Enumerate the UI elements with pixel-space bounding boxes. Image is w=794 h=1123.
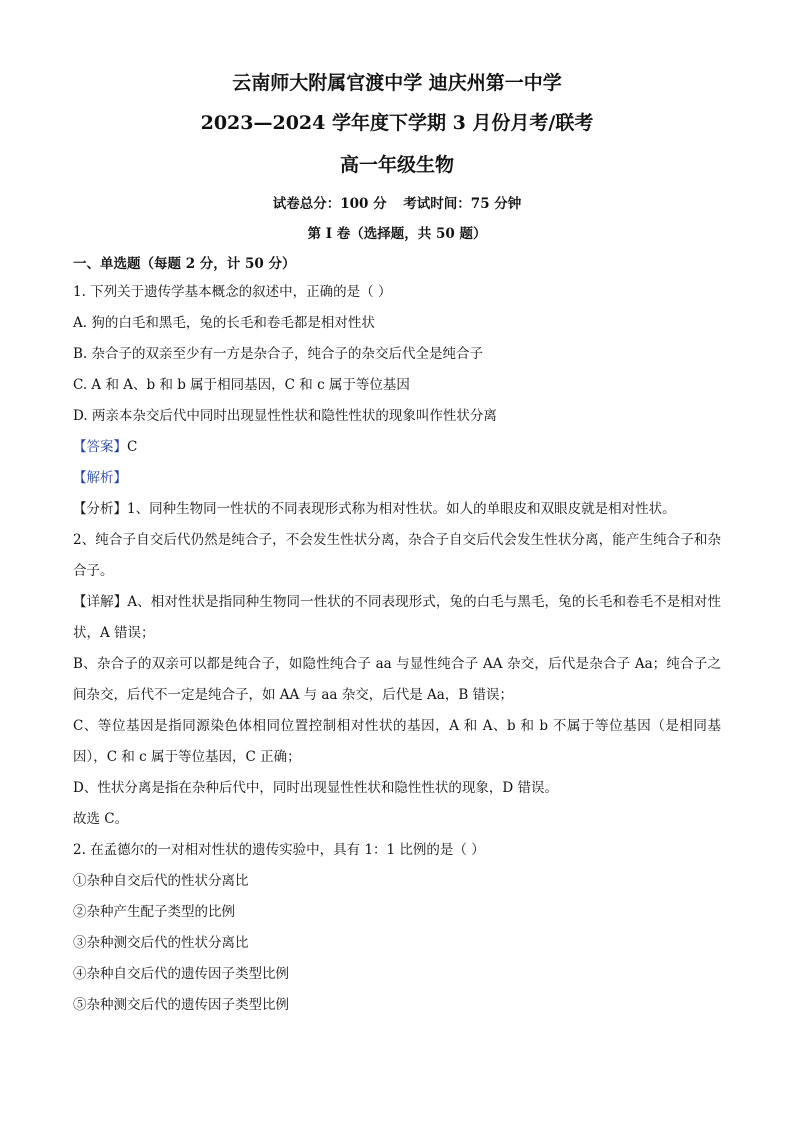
question-1-option-d: D. 两亲本杂交后代中同时出现显性性状和隐性性状的现象叫作性状分离 [73,408,497,424]
exam-time: 考试时间：75 分钟 [403,196,522,212]
question-2-item-3: ③杂种测交后代的性状分离比 [73,935,249,951]
xiangjie-d: D、性状分离是指在杂种后代中，同时出现显性性状和隐性性状的现象，D 错误。 [73,780,558,796]
question-2-item-4: ④杂种自交后代的遗传因子类型比例 [73,966,289,982]
analysis-tag: 【解析】 [73,470,127,486]
xiangjie-a [73,587,721,649]
xiangjie-b: B、杂合子的双亲可以都是纯合子，如隐性纯合子 aa 与显性纯合子 AA 杂交，后代是杂合子 Aa；纯合子之间杂交，后代不一定是纯合子，如 AA 与 aa 杂交，后代是 Aa，B 错误； [73,656,721,703]
question-2-item-1: ①杂种自交后代的性状分离比 [73,873,249,889]
question-1-option-b: B. 杂合子的双亲至少有一方是杂合子，纯合子的杂交后代全是纯合子 [73,346,484,362]
volume-heading: 第 I 卷（选择题，共 50 题） [307,226,487,242]
school-title: 云南师大附属官渡中学 迪庆州第一中学 [232,72,562,94]
question-2-stem: 2. 在孟德尔的一对相对性状的遗传实验中，具有 1：1 比例的是（ ） [73,842,485,858]
section-heading: 一、单选题（每题 2 分，计 50 分） [73,256,296,272]
question-1-option-a: A. 狗的白毛和黑毛，兔的长毛和卷毛都是相对性状 [73,315,375,331]
subject-title: 高一年级生物 [339,154,454,176]
question-2-item-2: ②杂种产生配子类型的比例 [73,904,235,920]
fenxi-text-1: 1、同种生物同一性状的不同表现形式称为相对性状。如人的单眼皮和双眼皮就是相对性状。 [127,501,676,517]
analysis-line [73,463,721,494]
xiangjie-c: C、等位基因是指同源染色体相同位置控制相对性状的基因，A 和 A、b 和 b 不属于等位基因（是相同基因），C 和 c 属于等位基因，C 正确； [73,718,721,765]
question-1-stem: 1. 下列关于遗传学基本概念的叙述中，正确的是（ ） [73,284,392,300]
fenxi-tag: 【分析】 [73,501,127,517]
exam-title: 2023—2024 学年度下学期 3 月份月考/联考 [200,112,594,134]
answer-value: C [127,439,138,455]
answer-line [73,432,721,463]
exam-content [73,251,721,1021]
fenxi-paragraph-1 [73,494,721,525]
answer-tag: 【答案】 [73,439,127,455]
question-2-item-5: ⑤杂种测交后代的遗传因子类型比例 [73,997,289,1013]
question-1-option-c: C. A 和 A、b 和 b 属于相同基因，C 和 c 属于等位基因 [73,377,410,393]
total-score: 试卷总分：100 分 [272,196,387,212]
fenxi-paragraph-2: 2、纯合子自交后代仍然是纯合子，不会发生性状分离，杂合子自交后代会发生性状分离，能产生纯合子和杂合子。 [73,532,721,579]
xiangjie-a-text: A、相对性状是指同种生物同一性状的不同表现形式，兔的白毛与黑毛，兔的长毛和卷毛不是相对性状，A 错误； [73,594,722,641]
exam-meta [0,192,794,212]
xiangjie-tag: 【详解】 [73,594,128,610]
conclusion: 故选 C。 [73,811,129,827]
